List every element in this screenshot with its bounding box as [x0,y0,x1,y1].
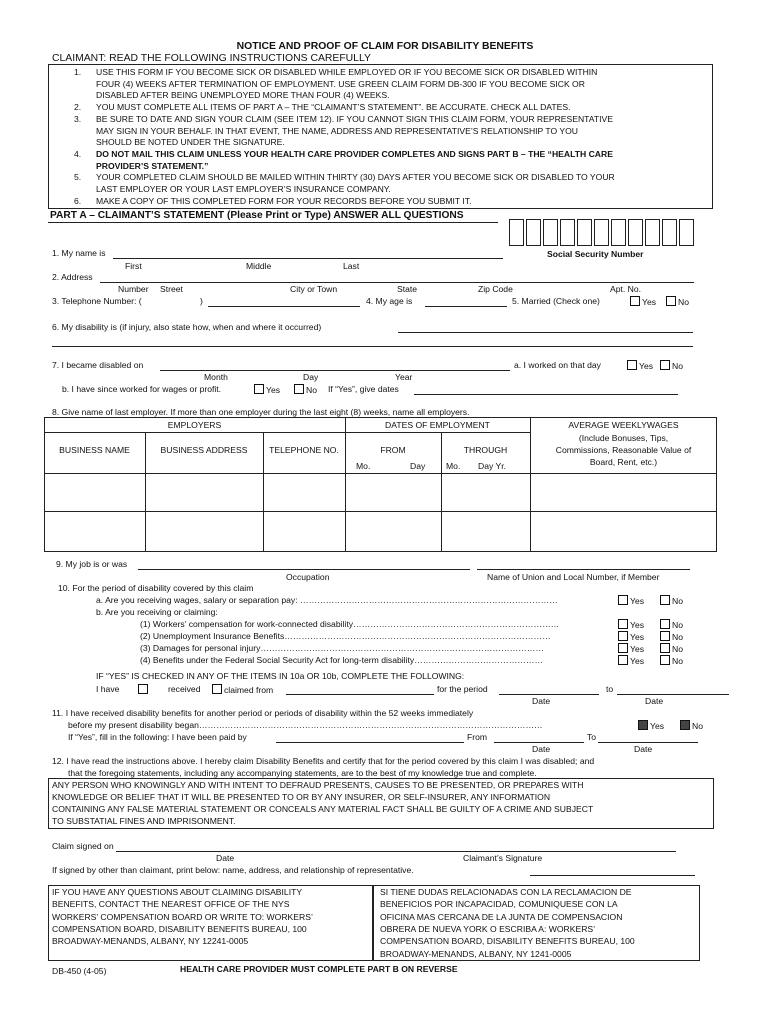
spanish-box-line: SI TIENE DUDAS RELACIONADAS CON LA RECLAMACION DE [380,887,632,897]
claimed-from-field[interactable] [286,694,434,695]
ssn-digit-box[interactable] [628,219,643,246]
since-worked-yes-checkbox[interactable] [254,384,264,394]
q10-label: 10. For the period of disability covered by this claim [58,583,254,593]
spanish-box-line: OBRERA DE NUEVA YORK O ESCRIBA A: WORKERS’ [380,923,596,934]
q10b-3-no-checkbox[interactable] [660,643,670,653]
signature-field[interactable] [116,851,676,852]
spanish-box-line: BENEFICIOS POR INCAPACIDAD, COMUNIQUESE CON LA [380,899,618,910]
th-through: THROUGH [463,445,508,455]
yes-label: Yes [630,596,645,606]
union-label: Name of Union and Local Number, if Member [487,572,660,582]
worked-no-checkbox[interactable] [660,360,670,370]
spanish-box-line: OFICINA MAS CERCANA DE LA JUNTA DE COMPENSACION [380,911,623,922]
q6-label: 6. My disability is (if injury, also state how, when and where it occurred) [52,322,322,332]
q11-to-field[interactable] [598,742,698,743]
q5-label: 5. Married (Check one) [512,296,600,306]
form-number: DB-450 (4-05) [52,966,107,976]
th-mo: Mo. [356,461,371,471]
instruction-line: FOUR (4) WEEKS AFTER TERMINATION OF EMPLOYMENT. USE GREEN CLAIM FORM DB-300 IF YOU BECOME SICK OR [96,78,585,89]
spanish-box-line: COMPENSATION BOARD, DISABILITY BENEFITS BUREAU, 100 [380,936,635,947]
occupation-field[interactable] [138,569,470,570]
footer-note: HEALTH CARE PROVIDER MUST COMPLETE PART B ON REVERSE [180,964,458,974]
to-label: to [606,684,614,694]
no-label: No [672,620,683,630]
ssn-digit-box[interactable] [594,219,609,246]
period-from-field[interactable] [499,694,599,695]
ssn-digit-box[interactable] [543,219,558,246]
last-label: Last [343,261,360,271]
q9-label: 9. My job is or was [56,559,128,569]
q8-label: 8. Give name of last employer. If more than one employer during the last eight (8) weeks, name all employers. [52,407,470,417]
th-business-address: BUSINESS ADDRESS [160,445,248,455]
fraud-line: CONTAINING ANY FALSE MATERIAL STATEMENT OR CONCEALS ANY MATERIAL FACT SHALL BE GUILTY OF A CRIME AND SUBJECT [52,804,594,814]
worked-dates-field[interactable] [414,394,678,395]
th-from: FROM [380,445,406,455]
claimant-signature-label: Claimant’s Signature [463,853,543,863]
q2-label: 2. Address [52,272,93,282]
spanish-box-line: BROADWAY-MENANDS, ALBANY, NY 1241-0005 [380,948,572,959]
q10b-2-yes-checkbox[interactable] [618,631,628,641]
q7b-label: b. I have since worked for wages or profit. [62,384,222,394]
q11-label: 11. I have received disability benefits for another period or periods of disability within the 52 weeks immediately [52,708,474,718]
ssn-digit-box[interactable] [679,219,694,246]
year-label: Year [395,372,413,382]
ssn-digit-box[interactable] [645,219,660,246]
since-worked-no-checkbox[interactable] [294,384,304,394]
q11-yes-checkbox[interactable] [638,720,648,730]
period-to-field[interactable] [617,694,729,695]
instruction-number: 3. [74,113,82,124]
instruction-line: USE THIS FORM IF YOU BECOME SICK OR DISABLED WHILE EMPLOYED OR IF YOU BECOME SICK OR DISABLED WITHIN [96,67,598,77]
name-field[interactable] [113,258,503,259]
q10a-yes-checkbox[interactable] [618,595,628,605]
no-label: No [692,721,703,731]
no-label: No [306,385,317,395]
date-label: Date [532,744,551,754]
q10b-1-no-checkbox[interactable] [660,619,670,629]
q11-if-label: If “Yes”, fill in the following: I have been paid by [68,732,247,742]
q10b-item: (1) Workers’ compensation for work-connected disability……………………………………………………………… [140,619,560,629]
english-box-line: BROADWAY-MENANDS, ALBANY, NY 12241-0005 [52,936,249,947]
yes-label: Yes [630,644,645,654]
ssn-digit-box[interactable] [560,219,575,246]
worked-yes-checkbox[interactable] [627,360,637,370]
q10b-1-yes-checkbox[interactable] [618,619,628,629]
instruction-line: YOUR COMPLETED CLAIM SHOULD BE MAILED WITHIN THIRTY (30) DAYS AFTER YOU BECOME SICK OR DISABLED TO YOUR [96,172,615,183]
disabled-date-field[interactable] [160,370,510,371]
union-field[interactable] [477,569,690,570]
q12-label: 12. I have read the instructions above. I hereby claim Disability Benefits and certify that for the period covered by this claim I was disabled; and [52,756,595,766]
instruction-line: BE SURE TO DATE AND SIGN YOUR CLAIM (SEE ITEM 12). IF YOU CANNOT SIGN THIS CLAIM FORM, YOUR REPRESENTATIVE [96,113,613,124]
zip-label: Zip Code [478,284,513,294]
address-field[interactable] [100,282,694,283]
instruction-line: PROVIDER’S STATEMENT.” [96,160,209,171]
th-business-name: BUSINESS NAME [59,445,130,455]
city-label: City or Town [290,284,338,294]
instruction-number: 5. [74,172,82,183]
married-yes-checkbox[interactable] [630,296,640,306]
instruction-line: LAST EMPLOYER OR YOUR LAST EMPLOYER’S INSURANCE COMPANY. [96,184,391,194]
instruction-line: DO NOT MAIL THIS CLAIM UNLESS YOUR HEALTH CARE PROVIDER COMPLETES AND SIGNS PART B – THE “HEALTH CARE [96,148,613,159]
ssn-label: Social Security Number [547,249,644,259]
th-avg-wages: AVERAGE WEEKLYWAGES [568,420,679,430]
ssn-digit-box[interactable] [577,219,592,246]
th-telephone: TELEPHONE NO. [269,445,339,455]
disability-field-2[interactable] [52,346,693,347]
q10b-item: (3) Damages for personal injury……………………………………………………………………………………… [140,643,544,653]
english-box-line: WORKERS’ COMPENSATION BOARD OR WRITE TO: WORKERS’ [52,911,313,922]
th-avg-note: Commissions, Reasonable Value of [555,445,692,455]
ssn-digit-box[interactable] [611,219,626,246]
street-label: Street [160,284,183,294]
q3-paren: ) [200,296,203,306]
th-avg-note: (Include Bonuses, Tips, [578,433,669,443]
ssn-digit-box[interactable] [526,219,541,246]
instruction-line: YOU MUST COMPLETE ALL ITEMS OF PART A – THE “CLAIMANT’S STATEMENT”. BE ACCURATE. CHECK ALL DATES. [96,102,571,113]
to-label: To [587,732,597,742]
yes-label: Yes [266,385,281,395]
q3-label: 3. Telephone Number: ( [52,296,142,306]
no-label: No [672,644,683,654]
q4-label: 4. My age is [366,296,413,306]
english-box-line: IF YOU HAVE ANY QUESTIONS ABOUT CLAIMING DISABILITY [52,887,303,897]
ssn-digit-box[interactable] [662,219,677,246]
th-avg-note: Board, Rent, etc.) [589,457,658,467]
no-label: No [672,361,683,371]
paid-by-field[interactable] [276,742,464,743]
instruction-number: 4. [74,148,82,159]
middle-label: Middle [246,261,272,271]
q10b-4-no-checkbox[interactable] [660,655,670,665]
number-label: Number [118,284,149,294]
instruction-line: MAY SIGN IN YOUR BEHALF. IN THAT EVENT, THE NAME, ADDRESS AND REPRESENTATIVE’S RELATIONSHIP TO YOU [96,125,578,136]
instruction-number: 2. [74,102,82,113]
first-label: First [125,261,142,271]
occupation-label: Occupation [286,572,330,582]
i-have-label: I have [96,684,120,694]
date-label: Date [216,853,235,863]
th-day-yr: Day Yr. [478,461,507,471]
no-label: No [672,596,683,606]
instruction-number: 6. [74,195,82,206]
q11-from-field[interactable] [494,742,584,743]
q10b-item: (4) Benefits under the Federal Social Security Act for long-term disability……………………………………… [140,655,544,665]
fraud-line: TO SUBSTATIAL FINES AND IMPRISONMENT. [52,816,236,826]
received-checkbox[interactable] [138,684,148,694]
married-no-checkbox[interactable] [666,296,676,306]
claim-signed-label: Claim signed on [52,841,114,851]
q10a-label: a. Are you receiving wages, salary or separation pay: ……………………………………………………………………………… [96,595,558,605]
day-label: Day [303,372,319,382]
age-field[interactable] [425,306,507,307]
state-label: State [397,284,418,294]
instruction-line: MAKE A COPY OF THIS COMPLETED FORM FOR YOUR RECORDS BEFORE YOU SUBMIT IT. [96,195,472,206]
signed-other-label: If signed by other than claimant, print below: name, address, and relationship of representative. [52,865,414,875]
instruction-line: DISABLED AFTER BEING UNEMPLOYED MORE THAN FOUR (4) WEEKS. [96,90,390,101]
q7a-label: a. I worked on that day [514,360,601,370]
form-subtitle: CLAIMANT: READ THE FOLLOWING INSTRUCTIONS CAREFULLY [52,53,371,64]
apt-label: Apt. No. [610,284,642,294]
q7b-if-label: If “Yes”, give dates [328,384,399,394]
th-day: Day [410,461,426,471]
date-label: Date [532,696,551,706]
yes-label: Yes [650,721,665,731]
yes-label: Yes [639,361,654,371]
month-label: Month [204,372,228,382]
q11-no-checkbox[interactable] [680,720,690,730]
q10b-item: (2) Unemployment Insurance Benefits………………………………………………………………………………… [140,631,551,641]
q10b-2-no-checkbox[interactable] [660,631,670,641]
yes-label: Yes [642,297,657,307]
no-label: No [672,656,683,666]
instruction-number: 1. [74,67,82,77]
th-mo: Mo. [446,461,461,471]
telephone-field[interactable] [208,306,360,307]
no-label: No [672,632,683,642]
form-title: NOTICE AND PROOF OF CLAIM FOR DISABILITY BENEFITS [236,41,534,52]
instruction-line: SHOULD BE NOTED UNDER THE SIGNATURE. [96,137,285,148]
yes-label: Yes [630,620,645,630]
received-label: received [168,684,201,694]
claimed-from-label: claimed from [224,685,274,695]
th-dates: DATES OF EMPLOYMENT [385,420,490,430]
q11-label-b: before my present disability began………………………………………………………………………………………………………… [68,720,543,730]
q10a-no-checkbox[interactable] [660,595,670,605]
q12-label-b: that the foregoing statements, including any accompanying statements, are to the best of my knowledge true and complete. [68,768,537,778]
q10b-label: b. Are you receiving or claiming: [96,607,218,617]
q7-label: 7. I became disabled on [52,360,144,370]
yes-label: Yes [630,656,645,666]
q1-label: 1. My name is [52,248,106,258]
from-label: From [467,732,488,742]
q10b-4-yes-checkbox[interactable] [618,655,628,665]
no-label: No [678,297,689,307]
claimed-checkbox[interactable] [212,684,222,694]
q10b-3-yes-checkbox[interactable] [618,643,628,653]
th-employers: EMPLOYERS [167,420,222,430]
representative-field[interactable] [530,875,695,876]
date-label: Date [645,696,664,706]
yes-label: Yes [630,632,645,642]
date-label: Date [634,744,653,754]
disability-field[interactable] [398,332,693,333]
q10-if-yes: IF “YES” IS CHECKED IN ANY OF THE ITEMS IN 10a OR 10b, COMPLETE THE FOLLOWING: [96,671,465,681]
english-box-line: BENEFITS, CONTACT THE NEAREST OFFICE OF THE NYS [52,899,290,910]
part-a-heading: PART A – CLAIMANT’S STATEMENT (Please Print or Type) ANSWER ALL QUESTIONS [50,210,464,221]
for-period-label: for the period [437,684,488,694]
fraud-line: KNOWLEDGE OR BELIEF THAT IT WILL BE PRESENTED TO OR BY ANY INSURER, OR SELF-INSURER, ANY INFORMATION [52,792,551,802]
fraud-line: ANY PERSON WHO KNOWINGLY AND WITH INTENT TO DEFRAUD PRESENTS, CAUSES TO BE PRESENTED, OR PREPARES WITH [52,780,584,790]
ssn-digit-box[interactable] [509,219,524,246]
english-box-line: COMPENSATION BOARD, DISABILITY BENEFITS BUREAU, 100 [52,923,307,934]
